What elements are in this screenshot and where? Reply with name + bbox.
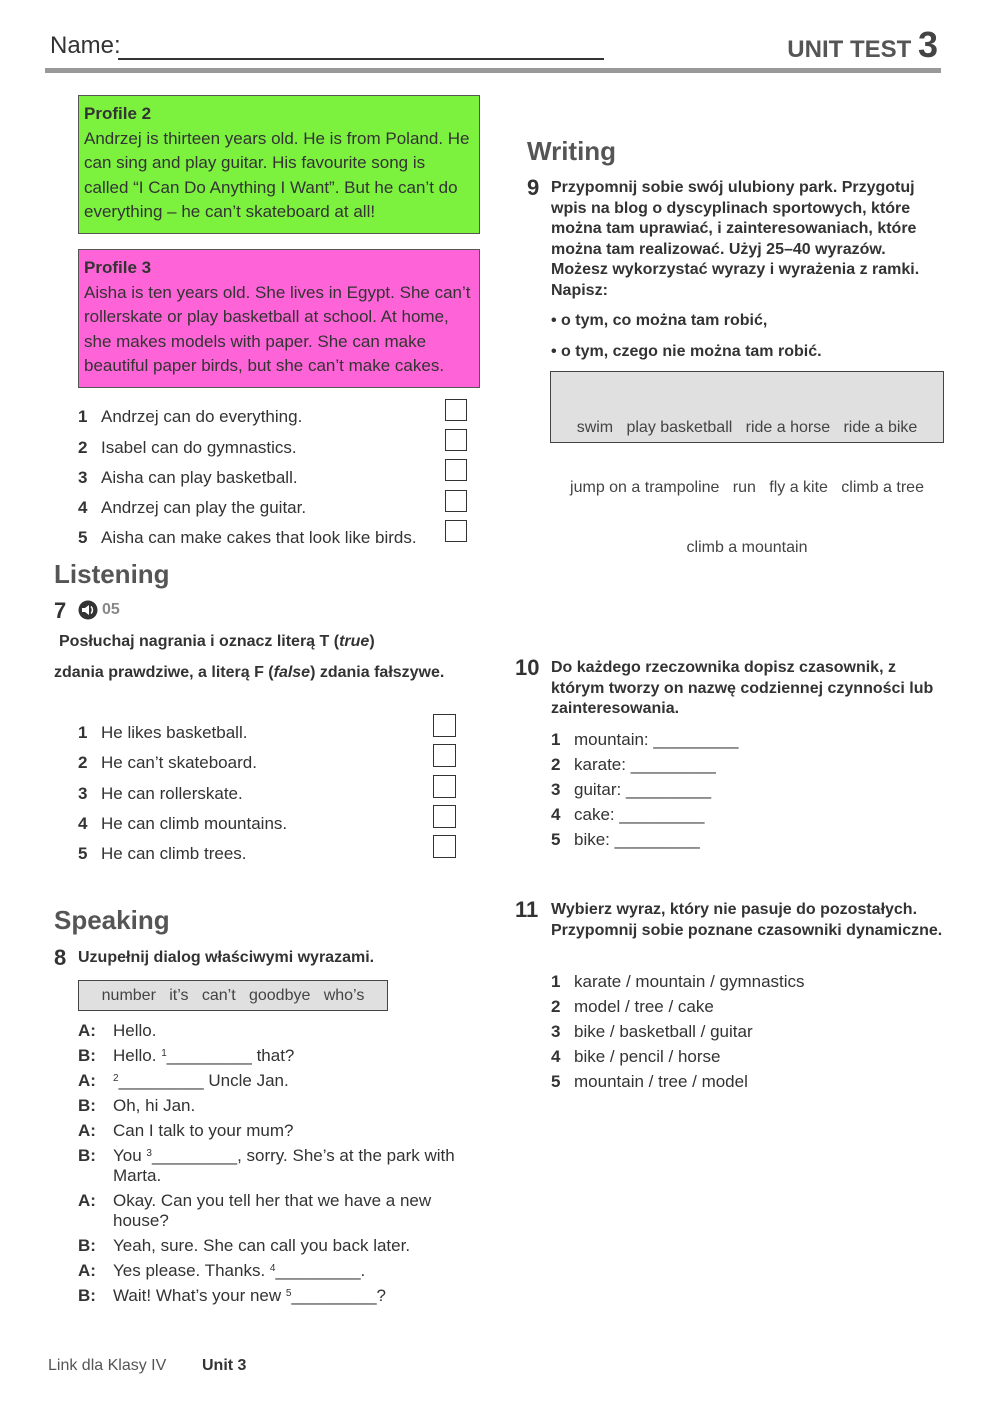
list-item: 3 bike / basketball / guitar <box>551 1022 753 1041</box>
footer-unit: Unit 3 <box>202 1357 247 1374</box>
audio-icon[interactable] <box>78 600 98 625</box>
track-number: 05 <box>102 601 120 618</box>
list-item: 1 He likes basketball. <box>78 723 248 742</box>
profile-2-box <box>78 95 480 234</box>
list-item: 5 He can climb trees. <box>78 844 247 863</box>
exercise-number: 9 <box>527 175 540 200</box>
list-item: 5 mountain / tree / model <box>551 1072 748 1091</box>
list-item: 4 cake: _________ <box>551 805 705 824</box>
profile-3-box <box>78 249 480 388</box>
answer-checkbox[interactable] <box>433 714 456 737</box>
exercise-10-instruction: Do każdego rzeczownika dopisz czasownik, z którym tworzy on nazwę codziennej czynności lub zainteresowania. <box>551 659 934 717</box>
exercise-number: 8 <box>54 945 67 970</box>
unit-test-label: UNIT TEST <box>787 36 912 63</box>
header-rule <box>45 68 941 73</box>
unit-test-title <box>787 24 938 66</box>
list-item: 5 Aisha can make cakes that look like birds. <box>78 528 417 547</box>
list-item: 2 karate: _________ <box>551 755 716 774</box>
list-item: 4 bike / pencil / horse <box>551 1047 721 1066</box>
word-box: swim play basketball ride a horse ride a bike jump on a trampoline run fly a kite climb a tree climb a mountain <box>550 371 944 443</box>
list-item: 4 Andrzej can play the guitar. <box>78 498 307 517</box>
dialog-line: B: Hello. $^1$_________ that? <box>78 1046 295 1065</box>
listening-title: Listening <box>54 559 170 589</box>
dialog <box>78 1021 478 1311</box>
dialog-line: B: Wait! What’s your new $^5$_________? <box>78 1286 386 1305</box>
dialog-line: B: You $^3$_________, sorry. She’s at the park with Marta. <box>78 1146 455 1185</box>
listening-instruction-line2: zdania prawdziwe, a literą F (false) zdania fałszywe. <box>54 664 445 681</box>
dialog-line: A: Hello. <box>78 1021 157 1040</box>
dialog-line: A: Yes please. Thanks. $^4$_________. <box>78 1261 366 1280</box>
answer-checkbox[interactable] <box>433 835 456 858</box>
profile-title: Profile 2 <box>84 104 152 123</box>
dialog-line: B: Oh, hi Jan. <box>78 1096 196 1115</box>
list-item: 4 He can climb mountains. <box>78 814 288 833</box>
list-item: 3 He can rollerskate. <box>78 784 243 803</box>
speaking-title: Speaking <box>54 905 170 935</box>
name-label: Name: <box>50 32 121 59</box>
exercise-number: 10 <box>515 655 540 680</box>
answer-checkbox[interactable] <box>445 520 467 542</box>
profile-text: Aisha is ten years old. She lives in Egypt. She can’t rollerskate or play basketball at school. At home, she makes models with paper. She can make beautiful paper birds, but she can’t make cakes. <box>84 282 471 375</box>
profile-title: Profile 3 <box>84 258 152 277</box>
answer-checkbox[interactable] <box>445 429 467 451</box>
list-item: 1 mountain: _________ <box>551 730 739 749</box>
word-box: number it’s can’t goodbye who’s <box>78 980 388 1011</box>
profile-text: Andrzej is thirteen years old. He is from Poland. He can sing and play guitar. His favourite song is called “I Can Do Anything I Want”. But he can’t do everything – he can’t skateboard at all! <box>84 128 470 221</box>
speaking-instruction: Uzupełnij dialog właściwymi wyrazami. <box>78 949 375 966</box>
footer-book-title: Link dla Klasy IV <box>48 1357 167 1374</box>
dialog-line: A: Okay. Can you tell her that we have a new house? <box>78 1191 432 1230</box>
list-item: 3 Aisha can play basketball. <box>78 468 298 487</box>
bullet-item: • o tym, czego nie można tam robić. <box>551 343 822 360</box>
list-item: 1 Andrzej can do everything. <box>78 407 303 426</box>
dialog-line: B: Yeah, sure. She can call you back later. <box>78 1236 411 1255</box>
list-item: 2 model / tree / cake <box>551 997 714 1016</box>
answer-checkbox[interactable] <box>445 459 467 481</box>
answer-checkbox[interactable] <box>433 775 456 798</box>
exercise-number: 11 <box>515 897 539 922</box>
list-item: 5 bike: _________ <box>551 830 700 849</box>
answer-checkbox[interactable] <box>445 490 467 512</box>
list-item: 2 He can’t skateboard. <box>78 753 257 772</box>
writing-title: Writing <box>527 136 617 166</box>
dialog-line: A: $^2$_________ Uncle Jan. <box>78 1071 289 1090</box>
exercise-11-instruction: Wybierz wyraz, który nie pasuje do pozostałych. Przypomnij sobie poznane czasowniki dynamiczne. <box>551 901 943 939</box>
exercise-number: 7 <box>54 598 67 623</box>
writing-instruction: Przypomnij sobie swój ulubiony park. Przygotuj wpis na blog o dyscyplinach sportowych, które można tam uprawiać, i zainteresowaniach, które można tam realizować. Użyj 25–40 wyrazów. Możesz wykorzystać wyrazy i wyrażenia z ramki. Napisz: <box>551 179 920 299</box>
listening-instruction-line1: Posłuchaj nagrania i oznacz literą T (true) <box>59 633 375 650</box>
name-line <box>118 58 604 60</box>
list-item: 3 guitar: _________ <box>551 780 712 799</box>
list-item: 2 Isabel can do gymnastics. <box>78 438 297 457</box>
answer-checkbox[interactable] <box>445 399 467 421</box>
unit-test-number: 3 <box>917 24 938 65</box>
answer-checkbox[interactable] <box>433 744 456 767</box>
answer-checkbox[interactable] <box>433 805 456 828</box>
bullet-item: • o tym, co można tam robić, <box>551 312 768 329</box>
list-item: 1 karate / mountain / gymnastics <box>551 972 805 991</box>
dialog-line: A: Can I talk to your mum? <box>78 1121 294 1140</box>
